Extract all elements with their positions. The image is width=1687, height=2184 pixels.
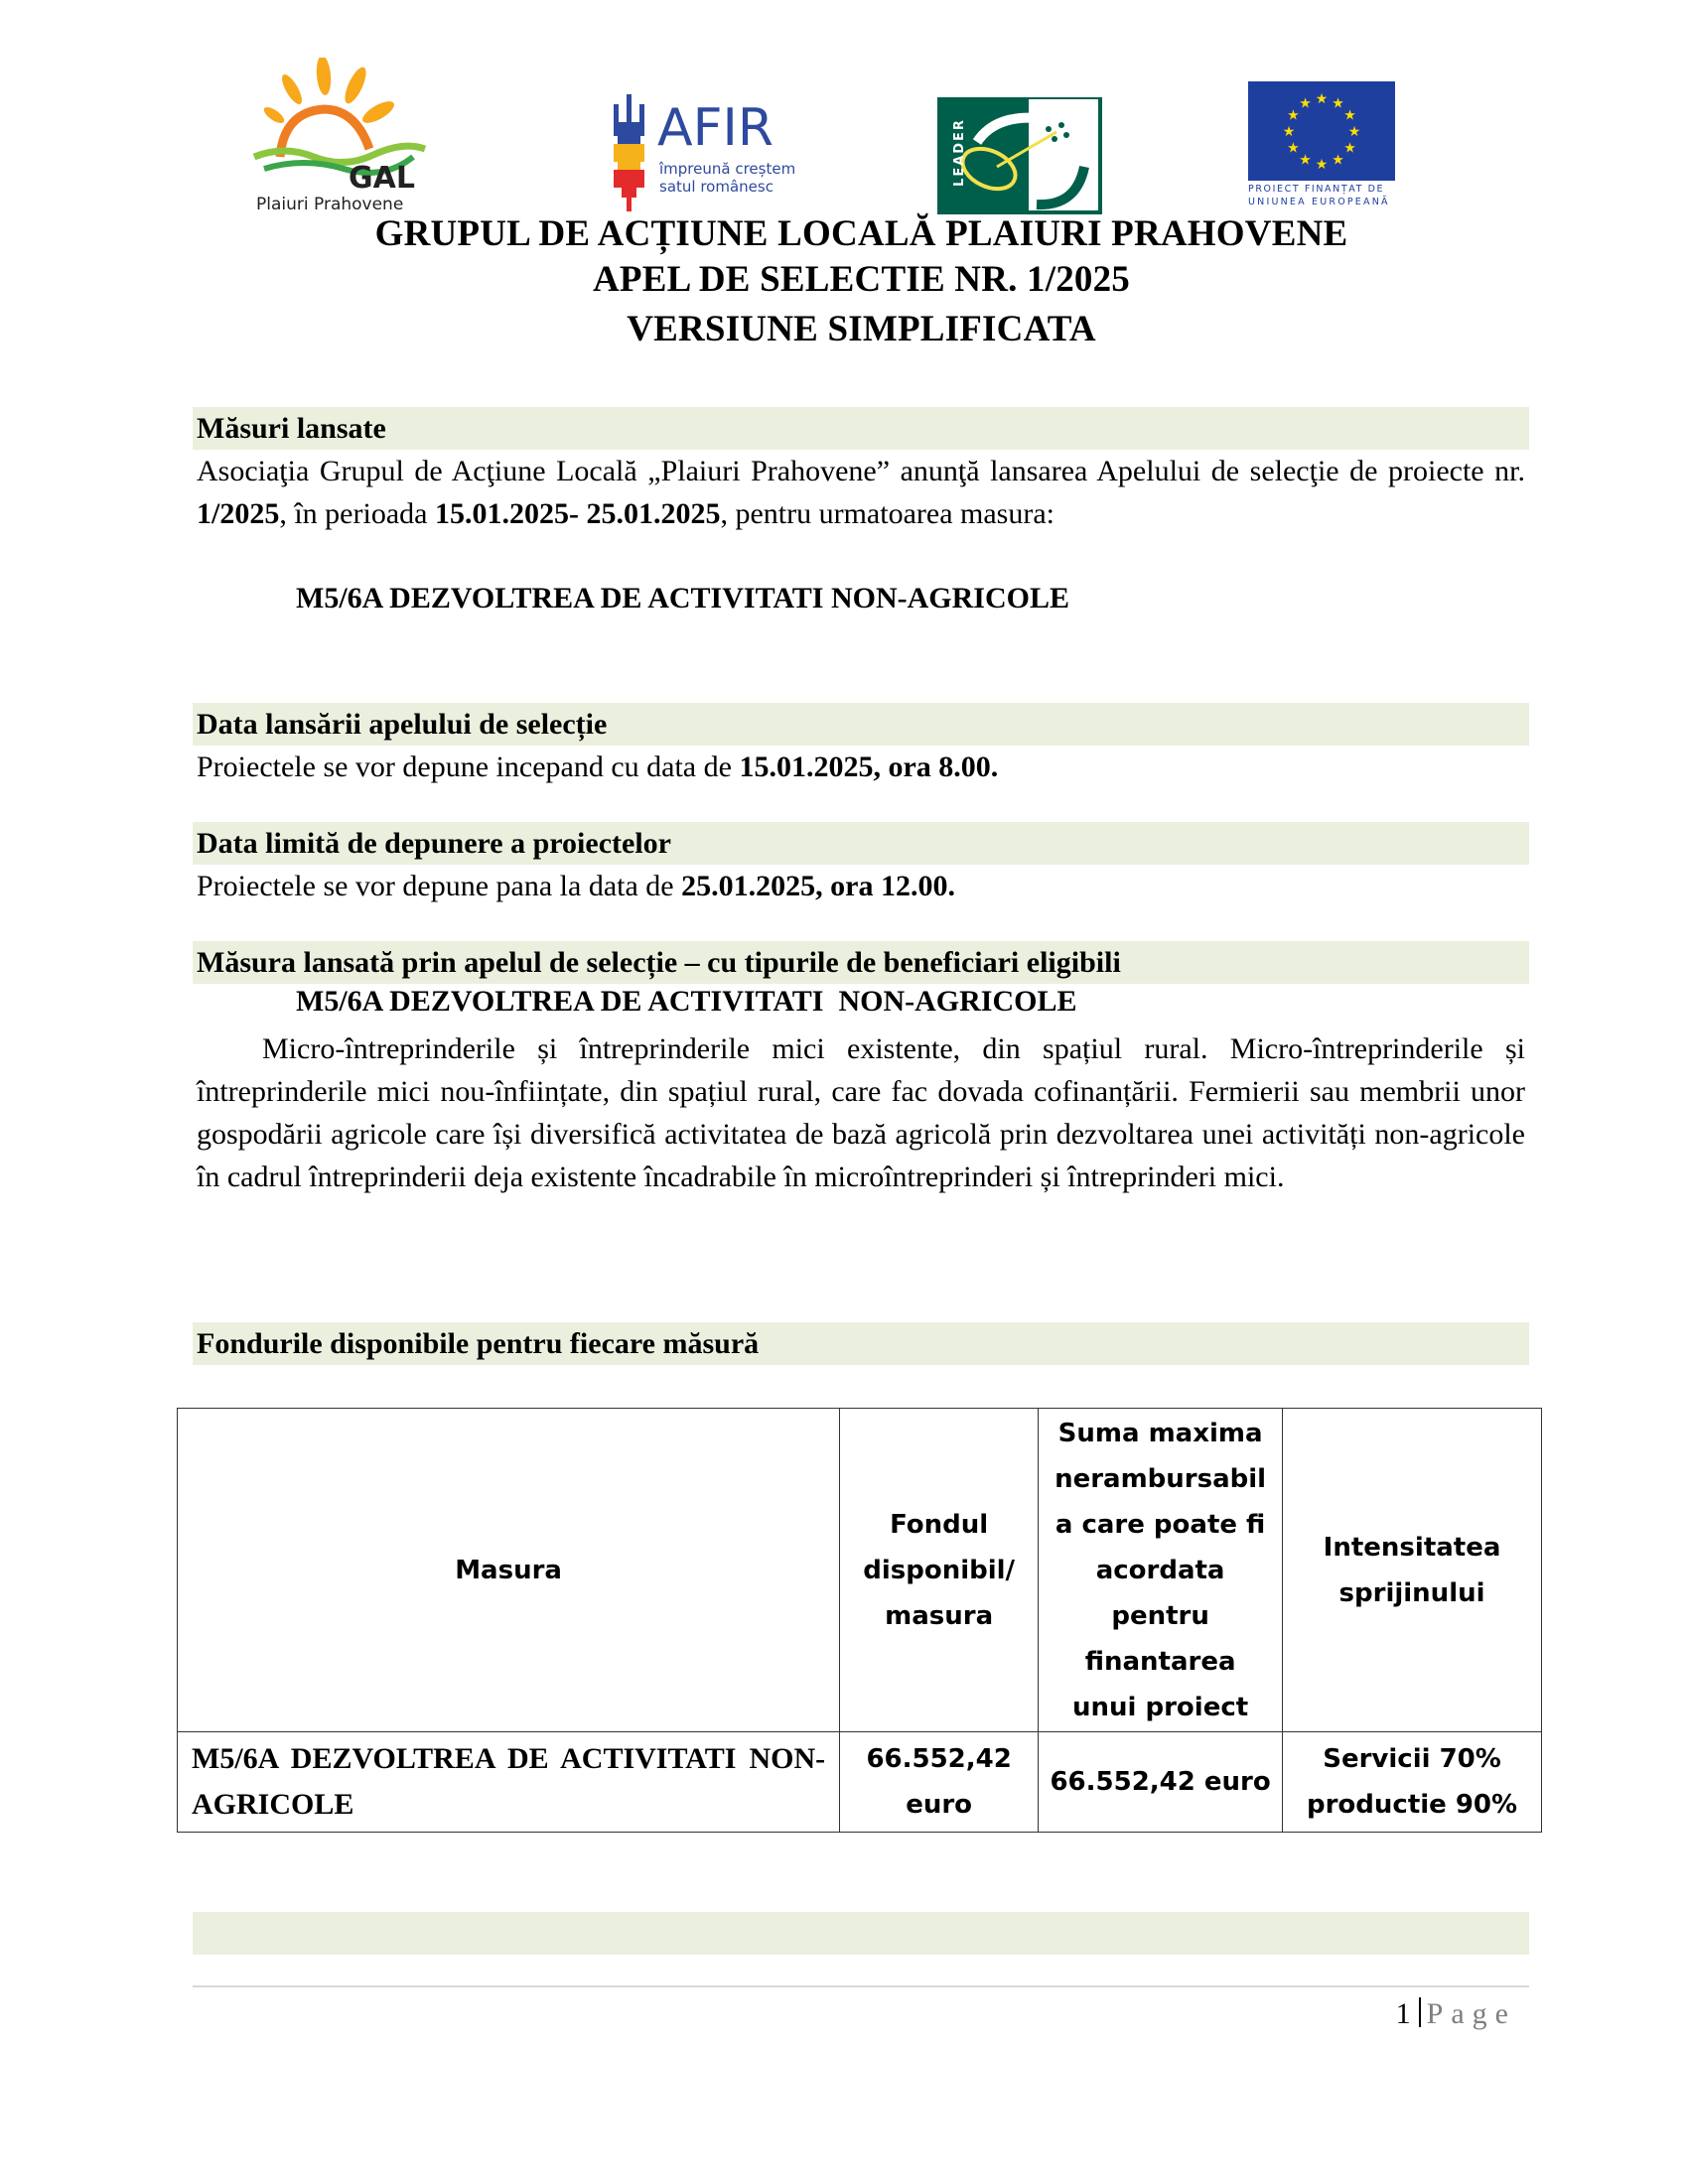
afir-logo	[610, 94, 808, 213]
section-heading-masuri-lansate: Măsuri lansate	[197, 412, 386, 445]
version-title: VERSIUNE SIMPLIFICATA	[627, 309, 1096, 349]
header-suma-maxima: Suma maxima nerambursabil a care poate fi acordata pentru finantarea unui proiect	[1039, 1409, 1283, 1732]
eu-star-icon: ★	[1332, 153, 1344, 169]
header-fondul-disponibil: Fondul disponibil/ masura	[840, 1409, 1039, 1732]
afir-emblem-icon	[610, 94, 649, 213]
launch-date-paragraph	[197, 746, 1525, 788]
cell-measure: M5/6A DEZVOLTREA DE ACTIVITATI NON-AGRICOLE	[178, 1732, 840, 1833]
footer-divider	[193, 1985, 1529, 1987]
launched-measure: M5/6A DEZVOLTREA DE ACTIVITATI NON-AGRICOLE	[296, 582, 1069, 614]
eu-star-icon: ★	[1315, 92, 1329, 107]
eu-stars-icon	[1248, 81, 1395, 181]
gal-logo	[244, 58, 433, 216]
announcement-text-3: , pentru urmatoarea masura:	[720, 497, 1054, 530]
call-number: 1/2025	[197, 497, 280, 530]
section-heading-data-lansarii: Data lansării apelului de selecție	[197, 708, 608, 741]
eu-star-icon: ★	[1299, 153, 1312, 169]
eu-star-icon: ★	[1347, 125, 1361, 140]
header-masura: Masura	[178, 1409, 840, 1732]
section-band-masuri	[193, 407, 1529, 450]
deadline-text: Proiectele se vor depune pana la data de	[197, 870, 682, 902]
empty-section-band	[193, 1912, 1529, 1955]
call-title: APEL DE SELECTIE NR. 1/2025	[593, 259, 1130, 300]
afir-tagline-1: împreună creștem	[659, 160, 796, 178]
section-heading-data-limita: Data limită de depunere a proiectelor	[197, 827, 671, 860]
deadline-paragraph	[197, 865, 1525, 907]
table-row	[178, 1732, 1542, 1833]
eu-star-icon: ★	[1332, 96, 1344, 112]
page-number	[1396, 1997, 1516, 2031]
gal-logo-name: GAL	[349, 161, 415, 196]
eu-star-icon: ★	[1287, 108, 1300, 124]
page-number-value: 1	[1395, 1997, 1413, 2030]
eu-star-icon: ★	[1282, 125, 1296, 140]
afir-logo-name: AFIR	[657, 98, 773, 158]
table-header-row	[178, 1409, 1542, 1732]
eu-flag	[1248, 81, 1395, 181]
eu-star-icon: ★	[1315, 158, 1329, 173]
gal-logo-subtitle: Plaiuri Prahovene	[256, 195, 404, 214]
eu-caption-1: PROIECT FINANȚAT DE	[1248, 184, 1385, 195]
cell-max-amount: 66.552,42 euro	[1039, 1732, 1283, 1833]
cell-fund: 66.552,42 euro	[840, 1732, 1039, 1833]
header-intensitatea: Intensitatea sprijinului	[1283, 1409, 1542, 1732]
eu-star-icon: ★	[1343, 108, 1356, 124]
announcement-text-1: Asociaţia Grupul de Acţiune Locală „Plaiuri Prahovene” anunţă lansarea Apelului de selecţie de proiecte nr.	[197, 455, 1525, 487]
eligible-measure: M5/6A DEZVOLTREA DE ACTIVITATI NON-AGRICOLE	[296, 985, 1077, 1018]
page-separator	[1419, 1997, 1421, 2027]
gal-sun-icon	[244, 58, 433, 177]
eu-logo	[1248, 79, 1397, 208]
eu-star-icon: ★	[1299, 96, 1312, 112]
funds-table	[177, 1408, 1542, 1833]
launch-date-value: 15.01.2025, ora 8.00.	[739, 751, 999, 783]
intensity-production: productie 90%	[1306, 1790, 1518, 1820]
section-heading-masura-lansata: Măsura lansată prin apelul de selecție – cu tipurile de beneficiari eligibili	[197, 946, 1121, 979]
beneficiaries-paragraph: Micro-întreprinderile și întreprinderile mici existente, din spațiul rural. Micro-întreprinderile și întreprinderile mici nou-înființate, din spațiul rural, care fac dovada cofinanțării. Fermierii sau membrii unor gospodării agricole care își diversifică activitatea de bază agricolă prin dezvoltarea unei activități non-agricole în cadrul întreprinderii deja existente încadrabile în microîntreprinderi și întreprinderi mici.	[197, 1032, 1525, 1193]
leader-logo	[937, 97, 1102, 214]
call-period: 15.01.2025- 25.01.2025	[434, 497, 721, 530]
intensity-services: Servicii 70%	[1323, 1744, 1501, 1774]
launch-date-text: Proiectele se vor depune incepand cu data de	[197, 751, 740, 783]
cell-intensity	[1283, 1732, 1542, 1833]
announcement-paragraph	[197, 450, 1525, 535]
section-heading-fonduri: Fondurile disponibile pentru fiecare măsură	[197, 1327, 760, 1360]
eu-caption-2: UNIUNEA EUROPEANĂ	[1248, 197, 1390, 207]
page-label: Page	[1426, 1997, 1516, 2030]
deadline-value: 25.01.2025, ora 12.00.	[681, 870, 955, 902]
org-title: GRUPUL DE ACȚIUNE LOCALĂ PLAIURI PRAHOVENE	[374, 213, 1348, 254]
eu-star-icon: ★	[1287, 141, 1300, 157]
afir-tagline-2: satul românesc	[659, 178, 773, 196]
announcement-text-2: , în perioada	[279, 497, 435, 530]
eu-star-icon: ★	[1343, 141, 1356, 157]
leader-logo-name: LEADER	[951, 118, 967, 187]
